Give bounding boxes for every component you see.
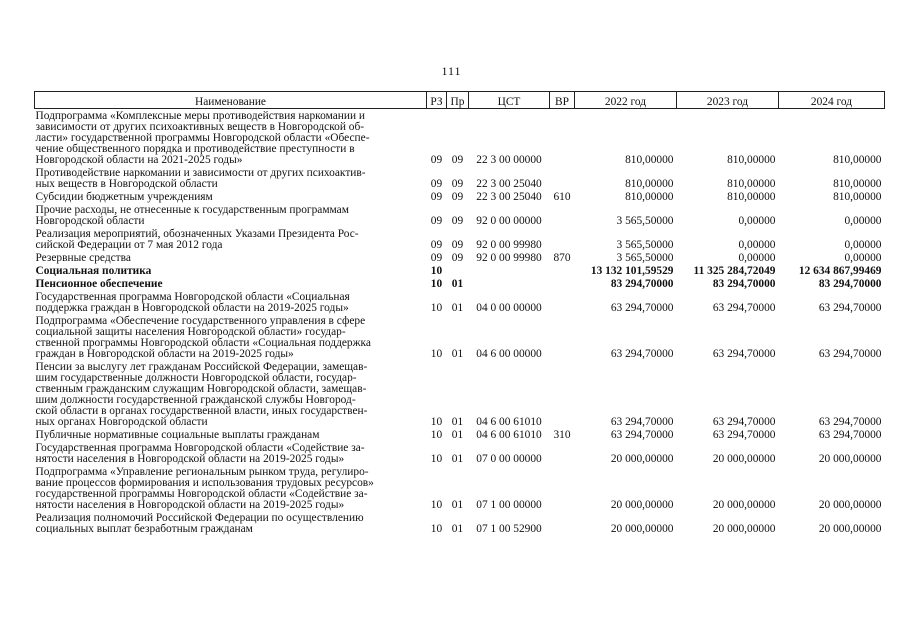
cell-rz: 10 [430,523,443,535]
cell-rz: 10 [430,278,443,290]
cell-name-line: Публичные нормативные социальные выплаты гражданам [35,429,320,441]
cell-2022: 810,00000 [625,178,674,190]
cell-name-line: Новгородской области [35,215,145,227]
cell-name-line: ской области в органах государственной власти, иных государствен- [35,405,368,417]
cell-cst: 07 1 00 00000 [476,499,542,511]
cell-name [35,290,427,314]
cell-2023: 63 294,70000 [712,302,776,314]
cell-pr: 01 [451,348,464,360]
cell-name-line: Прочие расходы, не отнесенные к государственным программам [35,204,349,216]
cell-2023: 11 325 284,72049 [693,265,776,277]
table-row [35,290,885,314]
cell-2024: 0,00000 [844,215,882,227]
cell-vr [550,441,575,465]
cell-name-line: государственной программы Новгородской области «Содействие за- [35,488,368,500]
header-vr: ВР [550,92,575,109]
cell-cst: 04 6 00 61010 [476,416,542,428]
cell-2024: 20 000,00000 [818,499,882,511]
cell-2022: 20 000,00000 [610,453,674,465]
cell-cst: 22 3 00 25040 [476,191,542,203]
cell-pr: 09 [451,178,464,190]
cell-2024: 83 294,70000 [818,278,882,290]
cell-name-line: Государственная программа Новгородской области «Социальная [35,291,350,303]
cell-rz: 09 [430,191,443,203]
cell-2024: 810,00000 [833,191,882,203]
cell-vr [550,227,575,251]
cell-name-line: сийской Федерации от 7 мая 2012 года [35,239,223,251]
cell-name-line: Пенсионное обеспечение [35,278,163,290]
cell-2022: 83 294,70000 [610,278,674,290]
cell-name-line: Противодействие наркомании и зависимости от других психоактив- [35,167,366,179]
cell-2022: 13 132 101,59529 [590,265,674,277]
cell-2023: 0,00000 [738,239,776,251]
cell-2022: 63 294,70000 [610,302,674,314]
table-row [35,277,885,290]
cell-name-line: Подпрограмма «Управление региональным рынком труда, регулиро- [35,466,369,478]
cell-vr: 870 [553,252,571,264]
cell-2023: 20 000,00000 [712,523,776,535]
cell-name-line: Реализация мероприятий, обозначенных Указами Президента Рос- [35,228,359,240]
cell-2024: 20 000,00000 [818,523,882,535]
cell-name [35,277,427,290]
cell-rz: 10 [430,348,443,360]
cell-name [35,264,427,277]
cell-cst [469,264,550,277]
cell-name-line: ственным гражданским служащим Новгородской области, замещав- [35,383,367,395]
header-2024: 2024 год [779,92,885,109]
cell-vr: 310 [553,429,571,441]
cell-name-line: Резервные средства [35,252,131,264]
cell-2024: 63 294,70000 [818,429,882,441]
cell-rz: 09 [430,178,443,190]
table-row [35,227,885,251]
cell-pr: 09 [451,154,464,166]
cell-name-line: социальной защиты населения Новгородской области» государ- [35,326,346,338]
cell-pr: 01 [451,302,464,314]
cell-2024: 0,00000 [844,239,882,251]
table-row [35,203,885,227]
cell-2023: 83 294,70000 [712,278,776,290]
cell-name-line: нятости населения в Новгородской области на 2019-2025 годы» [35,453,345,465]
cell-name-line: зависимости от других психоактивных веществ в Новгородской об- [35,121,365,133]
cell-name-line: ных веществ в Новгородской области [35,178,218,190]
cell-cst: 92 0 00 99980 [476,239,542,251]
cell-name-line: Подпрограмма «Обеспечение государственного управления в сфере [35,315,366,327]
cell-name [35,227,427,251]
cell-vr [550,314,575,360]
table-row [35,428,885,441]
cell-2023: 810,00000 [727,178,776,190]
cell-name-line: Субсидии бюджетным учреждениям [35,191,213,203]
page-number: 111 [441,64,462,78]
cell-name-line: Новгородской области на 2021-2025 годы» [35,154,243,166]
cell-vr [550,511,575,535]
cell-2022: 3 565,50000 [616,239,674,251]
cell-vr [550,203,575,227]
cell-vr [550,109,575,167]
cell-rz: 10 [430,265,443,277]
cell-name [35,251,427,264]
header-2022: 2022 год [575,92,677,109]
cell-name-line: нятости населения в Новгородской области на 2019-2025 годы» [35,499,345,511]
table-row [35,190,885,203]
cell-name [35,109,427,167]
cell-vr [550,465,575,511]
cell-name-line: ных органах Новгородской области [35,416,208,428]
cell-2022: 63 294,70000 [610,429,674,441]
cell-cst: 04 6 00 00000 [476,348,542,360]
header-2023: 2023 год [677,92,779,109]
cell-cst: 04 0 00 00000 [476,302,542,314]
cell-name-line: Государственная программа Новгородской области «Содействие за- [35,442,365,454]
cell-name-line: ласти» государственной программы Новгородской области «Обеспе- [35,132,370,144]
header-pr: Пр [447,92,469,109]
cell-pr: 09 [451,252,464,264]
cell-2023: 20 000,00000 [712,453,776,465]
table-row [35,109,885,167]
cell-cst: 22 3 00 00000 [476,154,542,166]
cell-cst: 07 1 00 52900 [476,523,542,535]
table-row [35,264,885,277]
cell-cst [469,277,550,290]
cell-name [35,166,427,190]
cell-vr [550,290,575,314]
cell-2023: 20 000,00000 [712,499,776,511]
cell-2024: 63 294,70000 [818,348,882,360]
cell-name-line: граждан в Новгородской области на 2019-2025 годы» [35,348,294,360]
cell-cst: 22 3 00 25040 [476,178,542,190]
cell-2024: 20 000,00000 [818,453,882,465]
header-cst: ЦСТ [469,92,550,109]
table-row [35,511,885,535]
cell-name-line: чение общественного порядка и противодействие преступности в [35,143,355,155]
table-row [35,465,885,511]
cell-name-line: ственной программы Новгородской области «Социальная поддержка [35,337,371,349]
cell-rz: 10 [430,302,443,314]
cell-vr: 610 [553,191,571,203]
cell-2022: 3 565,50000 [616,252,674,264]
cell-pr: 01 [451,523,464,535]
cell-name-line: поддержка граждан в Новгородской области на 2019-2025 годы» [35,302,349,314]
cell-rz: 10 [430,499,443,511]
cell-rz: 09 [430,252,443,264]
table-row [35,314,885,360]
cell-2024: 63 294,70000 [818,416,882,428]
table-header [35,92,885,109]
cell-2023: 810,00000 [727,154,776,166]
cell-2022: 63 294,70000 [610,416,674,428]
cell-2023: 63 294,70000 [712,416,776,428]
cell-2024: 0,00000 [844,252,882,264]
cell-vr [550,166,575,190]
table-row [35,166,885,190]
cell-name [35,203,427,227]
cell-name-line: Социальная политика [35,265,152,277]
cell-2022: 810,00000 [625,154,674,166]
cell-pr: 09 [451,239,464,251]
cell-name [35,428,427,441]
header-name: Наименование [35,92,427,109]
cell-rz: 10 [430,429,443,441]
cell-name [35,314,427,360]
cell-vr [550,277,575,290]
cell-2022: 63 294,70000 [610,348,674,360]
cell-vr [550,360,575,428]
cell-pr: 01 [451,429,464,441]
cell-pr: 01 [451,416,464,428]
cell-name-line: Реализация полномочий Российской Федерации по осуществлению [35,512,364,524]
cell-rz: 10 [430,453,443,465]
cell-pr: 09 [451,215,464,227]
cell-2024: 810,00000 [833,178,882,190]
cell-2024: 12 634 867,99469 [798,265,882,277]
cell-name-line: шим государственные должности Новгородской области, государ- [35,372,357,384]
cell-rz: 09 [430,154,443,166]
cell-name-line: шим должности государственной гражданской службы Новгород- [35,394,356,406]
cell-2022: 20 000,00000 [610,523,674,535]
cell-name-line: социальных выплат безработным гражданам [35,523,253,535]
cell-pr: 01 [451,499,464,511]
cell-cst: 04 6 00 61010 [476,429,542,441]
cell-pr: 01 [451,278,464,290]
cell-pr [447,264,469,277]
table-row [35,441,885,465]
cell-cst: 92 0 00 00000 [476,215,542,227]
cell-2023: 810,00000 [727,191,776,203]
cell-2022: 3 565,50000 [616,215,674,227]
cell-rz: 09 [430,215,443,227]
cell-rz: 09 [430,239,443,251]
cell-cst: 92 0 00 99980 [476,252,542,264]
cell-2024: 63 294,70000 [818,302,882,314]
cell-name [35,441,427,465]
cell-name [35,511,427,535]
cell-name [35,190,427,203]
cell-2024: 810,00000 [833,154,882,166]
cell-2022: 810,00000 [625,191,674,203]
cell-2023: 0,00000 [738,252,776,264]
cell-2023: 63 294,70000 [712,429,776,441]
cell-pr: 09 [451,191,464,203]
cell-name-line: Подпрограмма «Комплексные меры противодействия наркомании и [35,110,366,122]
cell-2023: 0,00000 [738,215,776,227]
table-row [35,251,885,264]
cell-name [35,360,427,428]
table-row [35,360,885,428]
cell-name-line: вание процессов формирования и использования трудовых ресурсов» [35,477,374,489]
cell-vr [550,264,575,277]
budget-table [34,91,885,535]
cell-name-line: Пенсии за выслугу лет гражданам Российской Федерации, замещав- [35,361,368,373]
cell-2022: 20 000,00000 [610,499,674,511]
cell-2023: 63 294,70000 [712,348,776,360]
header-rz: РЗ [427,92,447,109]
table-body [35,109,885,536]
cell-name [35,465,427,511]
cell-pr: 01 [451,453,464,465]
cell-rz: 10 [430,416,443,428]
cell-cst: 07 0 00 00000 [476,453,542,465]
